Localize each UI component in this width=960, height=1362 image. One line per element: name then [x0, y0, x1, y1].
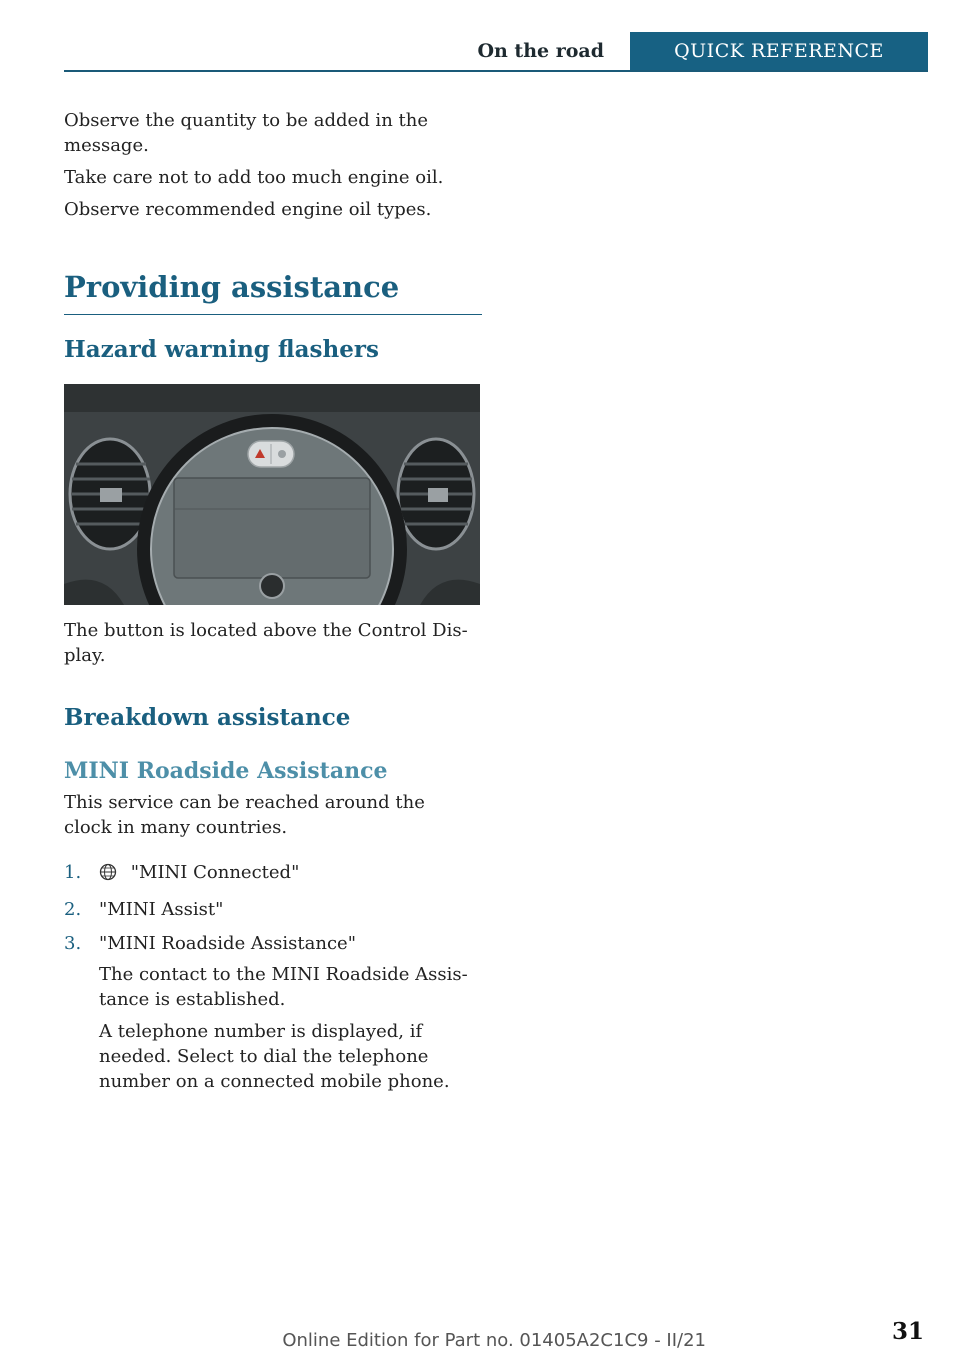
- hazard-button-photo: [64, 384, 480, 605]
- page-number: 31: [891, 1318, 924, 1345]
- left-air-vent: [70, 439, 150, 549]
- section-heading-block: [64, 270, 482, 315]
- hazard-heading: Hazard warning flashers: [64, 336, 379, 363]
- list-item: [64, 860, 482, 888]
- section-title: Providing assistance: [64, 270, 482, 315]
- step-note: A telephone number is displayed, if needed. Select to dial the telephone number on a connected mobile phone.: [99, 1021, 450, 1092]
- step-note: The contact to the MINI Roadside Assis-tance is established.: [99, 964, 468, 1010]
- intro-block: [64, 108, 482, 222]
- intro-paragraph: Observe recommended engine oil types.: [64, 199, 432, 220]
- steps-list: [64, 860, 482, 1094]
- step-number: 3.: [64, 933, 82, 954]
- roadside-block: [64, 758, 482, 840]
- header-chapter-tab: QUICK REFERENCE: [630, 32, 928, 70]
- page-header: [64, 32, 928, 72]
- header-section-title: On the road: [477, 40, 604, 62]
- hazard-warning-button: [248, 441, 294, 467]
- step-text: "MINI Connected": [130, 862, 300, 883]
- hazard-caption-block: [64, 618, 482, 668]
- breakdown-heading-block: [64, 704, 482, 731]
- list-item: [64, 931, 482, 1094]
- steps-block: [64, 860, 482, 1094]
- edition-note: Online Edition for Part no. 01405A2C1C9 - II/21: [282, 1330, 706, 1351]
- right-air-vent: [398, 439, 474, 549]
- step-number: 1.: [64, 862, 82, 883]
- step-text: "MINI Assist": [99, 899, 224, 920]
- roadside-description: This service can be reached around the clock in many countries.: [64, 792, 425, 838]
- breakdown-heading: Breakdown assistance: [64, 704, 351, 731]
- page-footer: [0, 1318, 960, 1351]
- list-item: [64, 897, 482, 922]
- step-number: 2.: [64, 899, 82, 920]
- dashboard-illustration: [64, 384, 480, 605]
- intro-paragraph: Take care not to add too much engine oil.: [64, 167, 444, 188]
- intro-paragraph: Observe the quantity to be added in the message.: [64, 110, 428, 156]
- step-text: "MINI Roadside Assistance": [99, 933, 356, 954]
- hazard-heading-block: [64, 336, 482, 363]
- roadside-subheading: MINI Roadside Assistance: [64, 758, 388, 784]
- mini-connected-globe-icon: [99, 863, 117, 888]
- hazard-caption: The button is located above the Control Dis-play.: [64, 620, 468, 666]
